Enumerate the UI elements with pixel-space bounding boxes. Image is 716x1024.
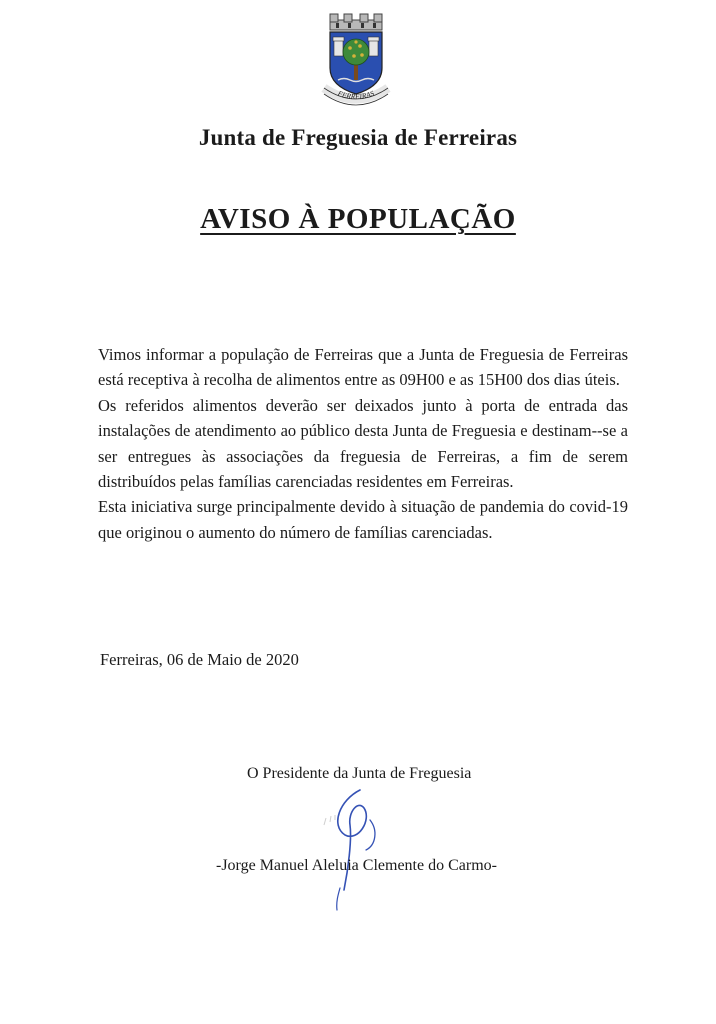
organization-title: Junta de Freguesia de Ferreiras — [198, 125, 518, 150]
notice-paragraph-1: Vimos informar a população de Ferreiras que a Junta de Freguesia de Ferreiras está receptiva à recolha de alimentos entre as 09H00 e as 15H00 dos dias úteis. — [98, 345, 628, 390]
signatory-name: -Jorge Manuel Aleluia Clemente do Carmo- — [216, 857, 497, 874]
notice-title: AVISO À POPULAÇÃO — [200, 203, 516, 235]
notice-paragraph-2: Os referidos alimentos deverão ser deixados junto à porta de entrada das instalações de atendimento ao público desta Junta de Freguesia e destinam--se a ser entregues às associações da freguesia de Ferreiras, a fim de serem distribuídos pelas famílias carenciadas residentes em Ferreiras. — [98, 395, 628, 492]
handwritten-signature — [300, 770, 410, 920]
mural-crown-icon — [330, 14, 382, 30]
date-line: Ferreiras, 06 de Maio de 2020 — [100, 650, 299, 669]
crest-label: FERREIRAS — [336, 88, 376, 102]
notice-paragraph-3: Esta iniciativa surge principalmente devido à situação de pandemia do covid-19 que originou o aumento do número de famílias carenciadas. — [98, 497, 628, 542]
coat-of-arms-logo — [314, 10, 398, 110]
notice-body — [98, 342, 628, 545]
signatory-role: O Presidente da Junta de Freguesia — [247, 765, 472, 782]
